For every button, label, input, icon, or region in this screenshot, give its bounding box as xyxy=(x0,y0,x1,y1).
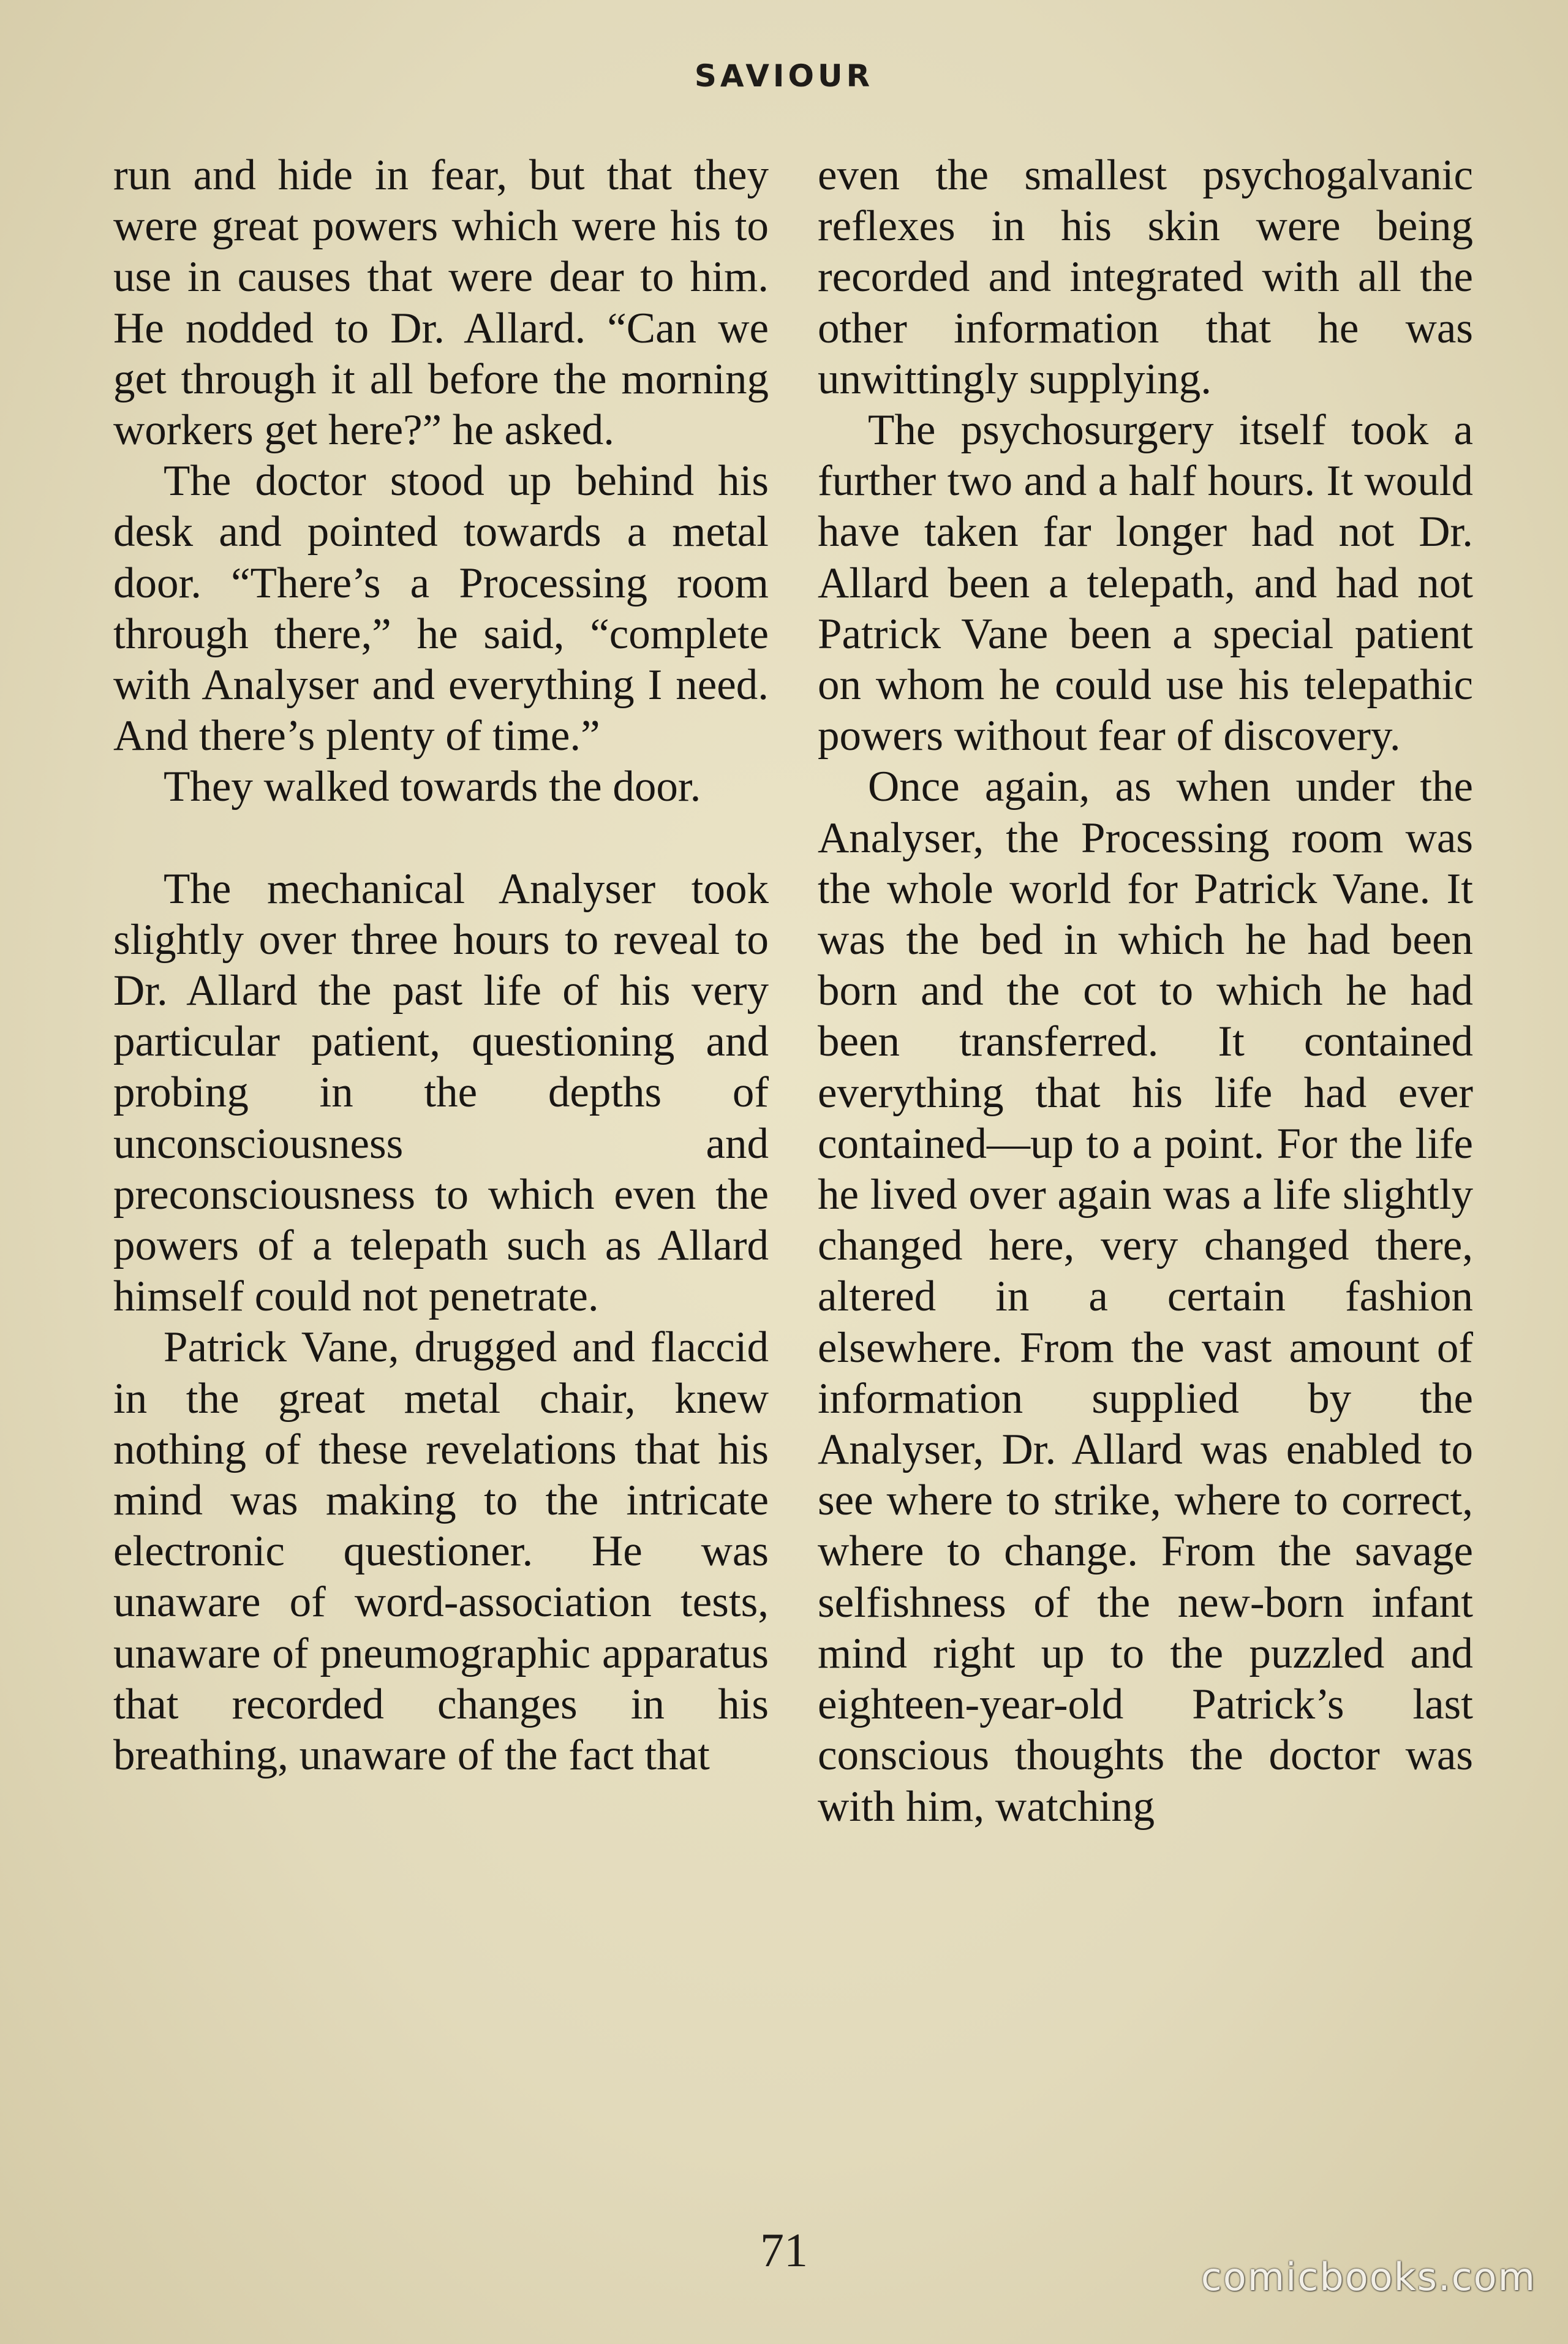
paragraph: The doctor stood up behind his desk and pointed towards a metal door. “There’s a Processing room through there,” he said, “complete with Analyser and everything I need. And there’s plenty of time.” xyxy=(113,457,769,760)
paragraph: Patrick Vane, drugged and flaccid in the great metal chair, knew nothing of these revelations that his mind was making to the intricate electronic questioner. He was unaware of word-association tests, unaware of pneumographic apparatus that recorded changes in his breathing, unaware of the fact that xyxy=(113,1323,769,1780)
paragraph: run and hide in fear, but that they were great powers which were his to use in causes that were dear to him. He nodded to Dr. Allard. “Can we get through it all before the morning workers get here?” he asked. xyxy=(113,151,769,455)
page-number: 71 xyxy=(760,2223,808,2277)
paragraph: The psychosurgery itself took a further two and a half hours. It would have taken far longer had not Dr. Allard been a telepath, and had not Patrick Vane been a special patient on whom he could use his telepathic powers without fear of discovery. xyxy=(818,406,1473,760)
paragraph: They walked towards the door. xyxy=(164,763,701,811)
paragraph: even the smallest psychogalvanic reflexes in his skin were being recorded and integrated with all the other information that he was unwittingly supplying. xyxy=(818,151,1473,403)
paragraph: The mechanical Analyser took slightly over three hours to reveal to Dr. Allard the past life of his very particular patient, questioning and probing in the depths of unconsciousness and preconsciousness to which even the powers of a telepath such as Allard himself could not penetrate. xyxy=(113,864,769,1321)
watermark: comicbooks.com xyxy=(1200,2255,1536,2299)
right-column xyxy=(818,150,1473,1832)
paragraph: Once again, as when under the Analyser, the Processing room was the whole world for Patrick Vane. It was the bed in which he had been born and the cot to which he had been transferred. It contained everything that his life had ever contained—up to a point. For the life he lived over again was a life slightly changed here, very changed there, altered in a certain fashion elsewhere. From the vast amount of information supplied by the Analyser, Dr. Allard was enabled to see where to strike, where to correct, where to change. From the savage selfishness of the new-born infant mind right up to the puzzled and eighteen-year-old Patrick’s last conscious thoughts the doctor was with him, watching xyxy=(818,763,1473,1831)
running-title: SAVIOUR xyxy=(694,58,874,94)
left-column xyxy=(113,150,769,1781)
